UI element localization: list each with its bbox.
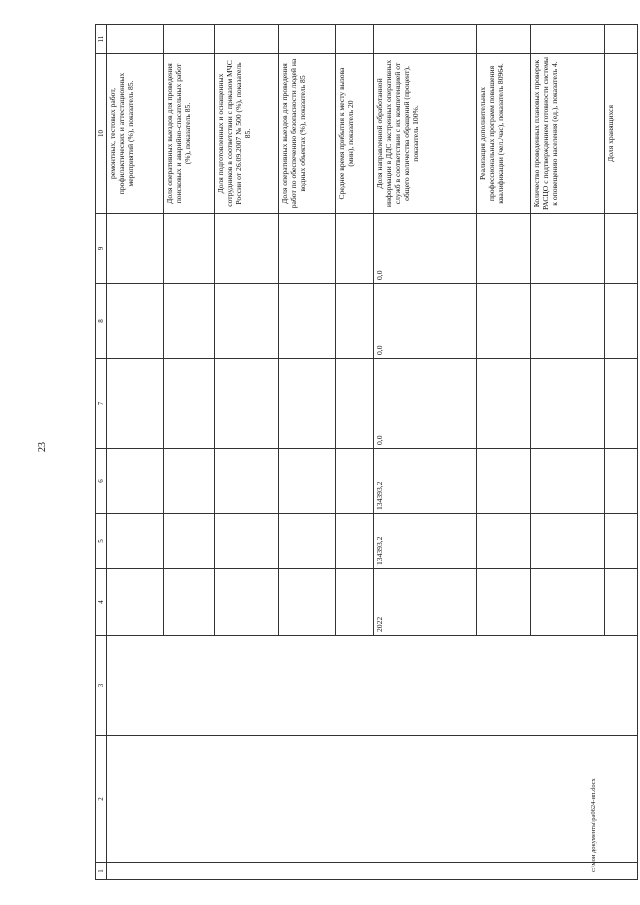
- value-cell-c7: [531, 359, 605, 449]
- value-cell-c7: [336, 359, 374, 449]
- value-cell-c6: [336, 449, 374, 514]
- value-cell-c6: 134393,2: [374, 449, 477, 514]
- value-cell-c7: 0,0: [374, 359, 477, 449]
- program-table: [95, 24, 638, 880]
- value-cell-c4: [336, 569, 374, 636]
- value-cell-c9: [279, 214, 336, 284]
- value-cell-c4: 2022: [374, 569, 477, 636]
- value-cell-c4: [605, 569, 638, 636]
- table-body: [96, 25, 638, 880]
- value-cell-c7: [477, 359, 531, 449]
- value-cell-c5: [531, 514, 605, 569]
- col-number: 1: [96, 863, 107, 880]
- value-cell-c4: [477, 569, 531, 636]
- value-cell-c8: [279, 284, 336, 359]
- value-cell-c7: [215, 359, 279, 449]
- value-cell-c8: [477, 284, 531, 359]
- value-cell-c4: [107, 569, 164, 636]
- rotated-page: [95, 25, 615, 880]
- value-cell-c7: [279, 359, 336, 449]
- indicator-text: ремонтных, тестовых работ, профилактических и аттестационных мероприятий (%), показатель 85.: [107, 54, 164, 214]
- value-cell-c6: [215, 449, 279, 514]
- value-cell-c5: [336, 514, 374, 569]
- value-cell-c9: [531, 214, 605, 284]
- value-cell-c6: [477, 449, 531, 514]
- value-cell-c8: [336, 284, 374, 359]
- value-cell-c8: [107, 284, 164, 359]
- col-number: 2: [96, 736, 107, 863]
- value-cell-c6: [605, 449, 638, 514]
- value-cell-c11: [531, 25, 605, 54]
- table-row: [107, 25, 164, 880]
- column-number-row: [96, 25, 107, 880]
- value-cell-c8: [215, 284, 279, 359]
- indicator-text: Количество проведенных плановых проверок РАСЦО с подтверждением готовности системы к оповещению населения (ед.), показатель 4.: [531, 54, 605, 214]
- value-cell-c5: 134393,2: [374, 514, 477, 569]
- value-cell-c9: 0,0: [374, 214, 477, 284]
- value-cell-c7: [107, 359, 164, 449]
- value-cell-c4: [279, 569, 336, 636]
- file-path-footer: с:\мои документы\ра0624-ип.docx: [590, 778, 597, 872]
- indicator-text: Реализация дополнительных профессиональных программ повышения квалификации (чел./час), показатель 80964.: [477, 54, 531, 214]
- value-cell-c8: [605, 284, 638, 359]
- merged-cell-col2: [107, 736, 638, 863]
- value-cell-c8: [164, 284, 215, 359]
- col-number: 11: [96, 25, 107, 54]
- value-cell-c6: [531, 449, 605, 514]
- indicator-text: Доля хранящихся: [605, 54, 638, 214]
- value-cell-c5: [279, 514, 336, 569]
- value-cell-c11: [374, 25, 477, 54]
- value-cell-c6: [279, 449, 336, 514]
- value-cell-c9: [215, 214, 279, 284]
- value-cell-c8: [531, 284, 605, 359]
- value-cell-c11: [477, 25, 531, 54]
- indicator-text: Доля оперативных выездов для проведения работ по обеспечению безопасности людей на водных объектах (%), показатель 85: [279, 54, 336, 214]
- col-number: 9: [96, 214, 107, 284]
- value-cell-c8: 0,0: [374, 284, 477, 359]
- value-cell-c7: [164, 359, 215, 449]
- col-number: 6: [96, 449, 107, 514]
- merged-cell-col1: [107, 863, 638, 880]
- col-number: 4: [96, 569, 107, 636]
- value-cell-c11: [605, 25, 638, 54]
- value-cell-c5: [605, 514, 638, 569]
- value-cell-c9: [107, 214, 164, 284]
- value-cell-c4: [531, 569, 605, 636]
- value-cell-c9: [477, 214, 531, 284]
- value-cell-c11: [336, 25, 374, 54]
- col-number: 10: [96, 54, 107, 214]
- value-cell-c5: [477, 514, 531, 569]
- value-cell-c11: [164, 25, 215, 54]
- value-cell-c5: [164, 514, 215, 569]
- value-cell-c11: [215, 25, 279, 54]
- value-cell-c9: [605, 214, 638, 284]
- value-cell-c6: [164, 449, 215, 514]
- value-cell-c6: [107, 449, 164, 514]
- col-number: 7: [96, 359, 107, 449]
- value-cell-c4: [215, 569, 279, 636]
- value-cell-c4: [164, 569, 215, 636]
- value-cell-c11: [279, 25, 336, 54]
- col-number: 5: [96, 514, 107, 569]
- value-cell-c5: [215, 514, 279, 569]
- value-cell-c9: [164, 214, 215, 284]
- value-cell-c7: [605, 359, 638, 449]
- value-cell-c11: [107, 25, 164, 54]
- merged-cell-col3: [107, 636, 638, 736]
- page-number: 23: [37, 442, 48, 452]
- indicator-text: Доля оперативных выездов для проведения поисковых и аварийно-спасательных работ (%), показатель 85.: [164, 54, 215, 214]
- indicator-text: Доля подготовленных и оснащенных сотрудников в соответствии с приказом МЧС России от 26.09.2007 № 500 (%), показатель 85.: [215, 54, 279, 214]
- col-number: 8: [96, 284, 107, 359]
- col-number: 3: [96, 636, 107, 736]
- value-cell-c5: [107, 514, 164, 569]
- indicator-text: Доля направленной обработанной информации в ДДС экстренных оперативных служб в соответствии с их компетенцией от общего количества обращений (процент), показатель 100%.: [374, 54, 477, 214]
- value-cell-c9: [336, 214, 374, 284]
- indicator-text: Среднее время прибытия к месту вызова (мин), показатель 20: [336, 54, 374, 214]
